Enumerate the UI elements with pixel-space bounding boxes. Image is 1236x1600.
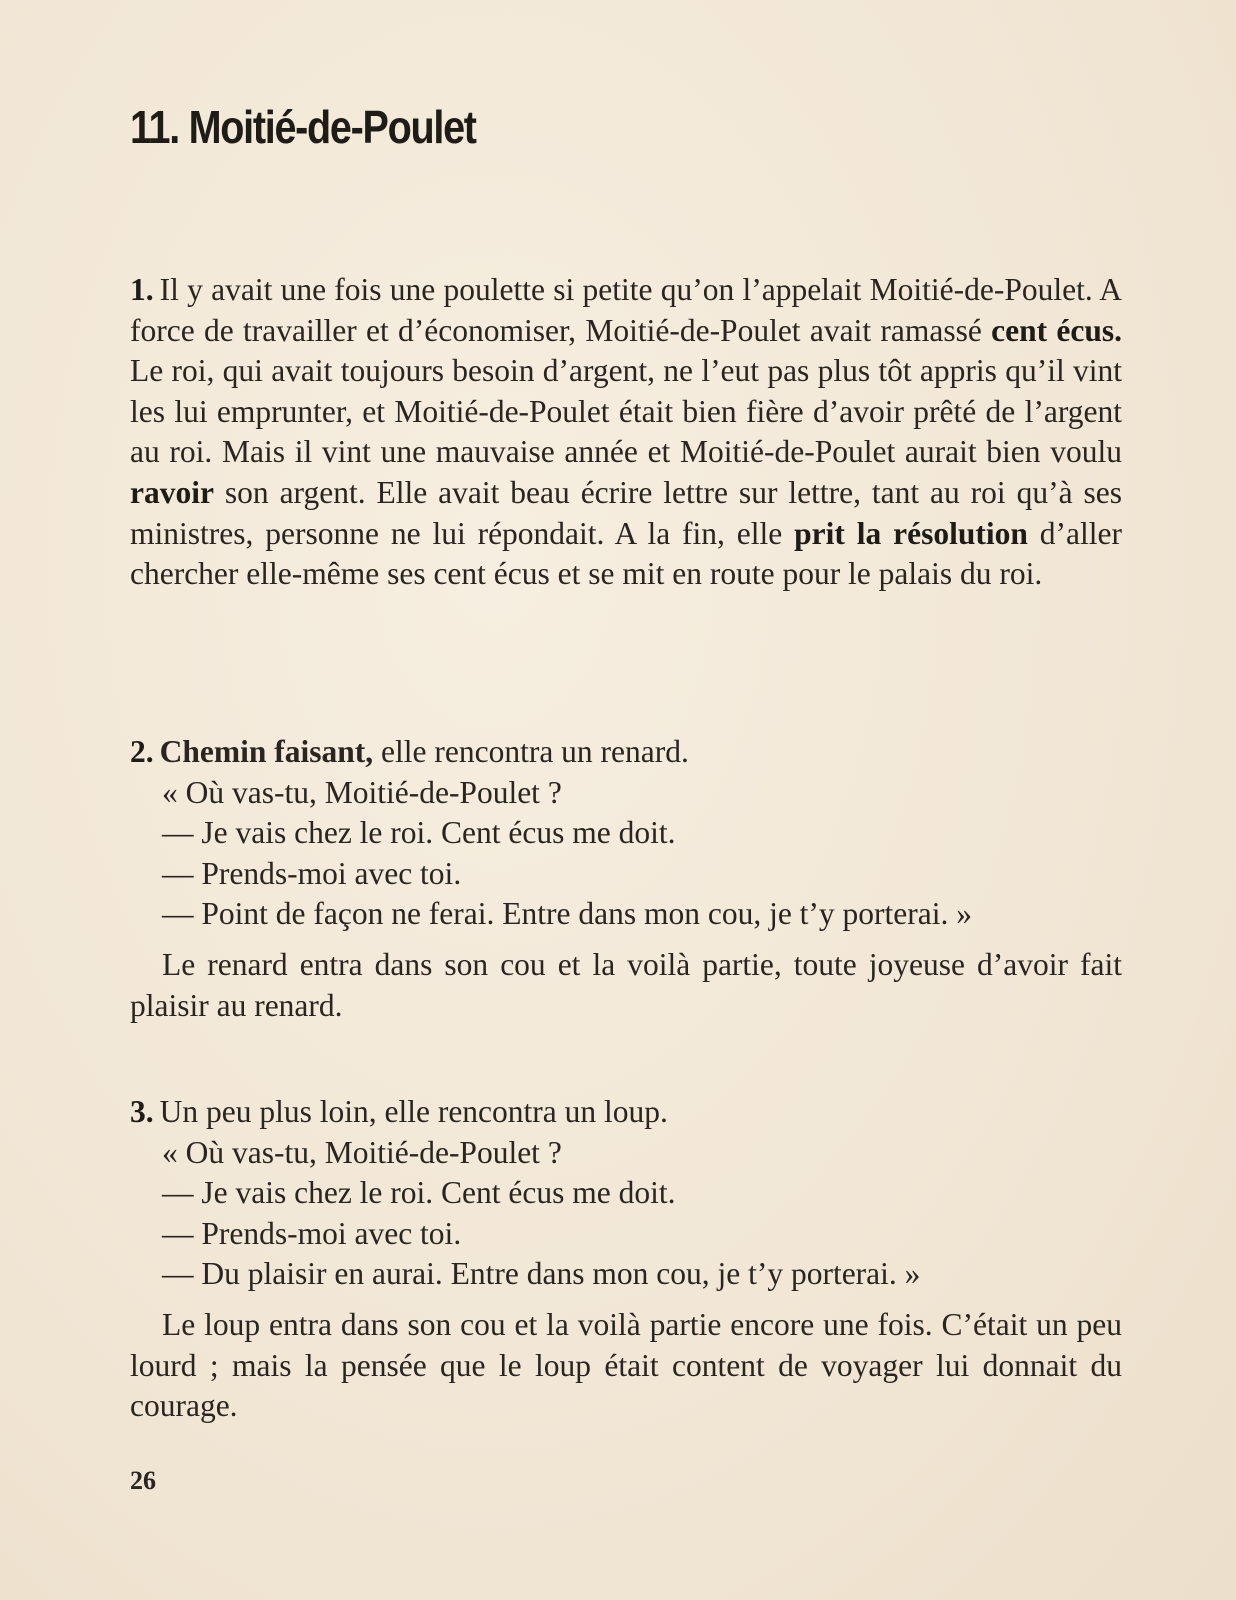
section-3-number: 3. (130, 1094, 154, 1129)
section-1-text-3: son argent. Elle avait beau écrire lettre sur lettre, tant au roi qu’à ses ministres, personne ne lui répondait. A la fin, elle (130, 474, 1122, 551)
section-1-paragraph (130, 270, 1122, 595)
section-2-narration: Le renard entra dans son cou et la voilà partie, toute joyeuse d’avoir fait plaisir au renard. (130, 946, 1122, 1023)
section-2-lead-bold: Chemin faisant, (159, 734, 374, 769)
section-3-lead (130, 1092, 1122, 1133)
section-1-text-4: d’aller chercher elle-même ses cent écus et se mit en route pour le palais du roi. (130, 515, 1122, 592)
dialogue-line: — Je vais chez le roi. Cent écus me doit. (162, 815, 676, 851)
dialogue-line: — Je vais chez le roi. Cent écus me doit. (162, 1175, 676, 1211)
dialogue-line: — Point de façon ne ferai. Entre dans mon cou, je t’y porterai. » (162, 896, 972, 932)
section-1 (130, 270, 1122, 595)
dialogue-line: « Où vas-tu, Moitié-de-Poulet ? (162, 1134, 562, 1170)
section-1-text-1: Il y avait une fois une poulette si petite qu’on l’appelait Moitié-de-Poulet. A force de travailler et d’économiser, Moitié-de-Poulet avait ramassé (130, 272, 1122, 348)
section-3 (130, 1092, 1122, 1427)
section-1-bold-1: cent écus. (991, 312, 1122, 348)
page-number: 26 (130, 1466, 156, 1495)
section-3-narration: Le loup entra dans son cou et la voilà partie encore une fois. C’était un peu lourd ; mais la pensée que le loup était content de voyager lui donnait du courage. (130, 1306, 1122, 1424)
section-1-text-2: Le roi, qui avait toujours besoin d’argent, ne l’eut pas plus tôt appris qu’il vint les lui emprunter, et Moitié-de-Poulet était bien fière d’avoir prêté de l’argent au roi. Mais il vint une mauvaise année et Moitié-de-Poulet aurait bien voulu (130, 353, 1122, 470)
section-1-bold-2: ravoir (130, 474, 214, 510)
section-1-number: 1. (130, 272, 154, 307)
section-3-lead-text: Un peu plus loin, elle rencontra un loup. (159, 1094, 668, 1129)
section-2-number: 2. (130, 734, 154, 769)
dialogue-line: — Prends-moi avec toi. (162, 1215, 462, 1251)
section-1-bold-3: prit la résolution (794, 515, 1028, 551)
section-2 (130, 732, 1122, 1026)
chapter-title: 11. Moitié-de-Poulet (130, 101, 476, 153)
dialogue-line: — Du plaisir en aurai. Entre dans mon cou, je t’y porterai. » (162, 1256, 921, 1292)
dialogue-line: — Prends-moi avec toi. (162, 855, 462, 891)
dialogue-line: « Où vas-tu, Moitié-de-Poulet ? (162, 774, 562, 810)
section-2-lead-text: elle rencontra un renard. (373, 734, 689, 769)
section-2-lead (130, 732, 1122, 773)
